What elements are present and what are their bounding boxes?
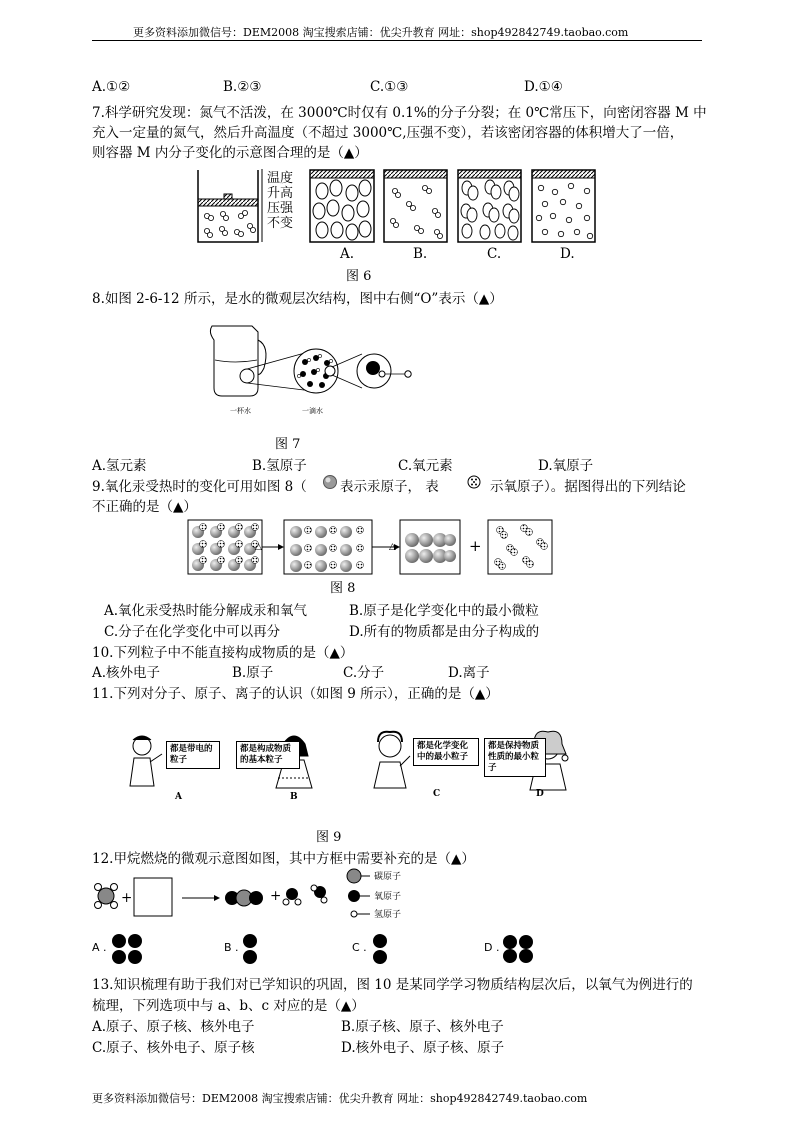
- q9-line1-part3: 示氧原子）。据图得出的下列结论: [490, 479, 686, 495]
- q6-option-b: B.②③: [223, 79, 262, 95]
- q12-option-c-label: C .: [352, 941, 367, 954]
- page-footer: 更多资料添加微信号：DEM2008 淘宝搜索店铺：优尖升教育 网址：shop492842749.taobao.com: [92, 1092, 588, 1105]
- blank-box: [134, 878, 172, 916]
- q12-plus-1: +: [121, 890, 133, 906]
- q7-container-b: [384, 170, 447, 242]
- q6-option-d: D.①④: [524, 79, 563, 95]
- q12-option-d-label: D .: [484, 941, 500, 954]
- q8-figure-caption: 图 7: [275, 437, 301, 452]
- q9-option-d: D.所有的物质都是由分子构成的: [349, 624, 540, 640]
- q7-container-d: [532, 170, 595, 242]
- water-molecule-1: [283, 888, 301, 905]
- q11-bubble-a: 都是带电的粒子: [166, 741, 220, 769]
- oxygen-atom-icon: [466, 474, 482, 490]
- q13-option-d: D.核外电子、原子核、原子: [341, 1040, 505, 1056]
- person-a: [130, 736, 162, 786]
- q9-plus: +: [469, 537, 482, 555]
- q7-arrow-label: 温度 升高 压强 不变: [267, 171, 294, 231]
- page-header: 更多资料添加微信号：DEM2008 淘宝搜索店铺：优尖升教育 网址：shop492842749.taobao.com: [133, 26, 629, 39]
- q8-option-b: B.氢原子: [252, 458, 307, 474]
- q6-option-c: C.①③: [370, 79, 409, 95]
- q9-line1-part1: 9.氧化汞受热时的变化可用如图 8（: [92, 479, 307, 495]
- q8-option-a: A.氢元素: [92, 458, 147, 474]
- q7-figure: [195, 166, 605, 248]
- person-c: [374, 732, 410, 788]
- q8-label-drop: 一滴水: [302, 407, 323, 415]
- q11-figure-caption: 图 9: [316, 830, 342, 845]
- q12-plus-2: +: [270, 888, 282, 904]
- q9-option-b: B.原子是化学变化中的最小微粒: [349, 603, 539, 619]
- methane-molecule: [95, 884, 118, 909]
- q7-figure-caption: 图 6: [346, 269, 372, 284]
- q8-question: 8.如图 2-6-12 所示，是水的微观层次结构，图中右侧“O”表示（▲）: [92, 291, 503, 307]
- q11-letter-a: A: [175, 792, 182, 802]
- q13-option-a: A.原子、原子核、核外电子: [92, 1019, 255, 1035]
- target-circle-o: [405, 371, 411, 377]
- q11-bubble-b: 都是构成物质的基本粒子: [236, 741, 300, 769]
- q9-line2: 不正确的是（▲）: [92, 499, 197, 515]
- q12-option-a-figure: [110, 932, 146, 966]
- mercury-atom-icon: [322, 474, 338, 490]
- q9-figure: [186, 518, 572, 576]
- q11-question: 11.下列对分子、原子、离子的认识（如图 9 所示），正确的是（▲）: [92, 686, 499, 702]
- q11-bubble-d: 都是保持物质性质的最小粒子: [484, 738, 546, 777]
- q9-option-c: C.分子在化学变化中可以再分: [104, 624, 281, 640]
- q7-line1: 7.科学研究发现：氮气不活泼，在 3000℃时仅有 0.1%的分子分裂；在 0℃常压下，向密闭容器 M 中: [92, 105, 707, 121]
- q8-label-cup: 一杯水: [230, 407, 251, 415]
- q12-option-d-figure: [502, 934, 536, 964]
- q13-line2: 梳理，下列选项中与 a、b、c 对应的是（▲）: [92, 998, 365, 1014]
- header-rule: [92, 40, 702, 41]
- q7-label-b: B.: [413, 246, 428, 262]
- q11-letter-c: C: [433, 789, 441, 799]
- q12-option-b-label: B .: [224, 941, 239, 954]
- q12-legend-hydrogen: 氢原子: [374, 910, 402, 920]
- q12-option-c-figure: [370, 932, 390, 966]
- q12-option-b-figure: [240, 932, 260, 966]
- q9-line1-part2: 表示汞原子， 表: [340, 479, 439, 495]
- q11-bubble-c: 都是化学变化中的最小粒子: [413, 738, 479, 766]
- q7-label-a: A.: [340, 246, 355, 262]
- q12-legend: [347, 869, 370, 917]
- q12-question: 12.甲烷燃烧的微观示意图如图，其中方框中需要补充的是（▲）: [92, 851, 475, 867]
- q7-container-a: [310, 170, 374, 242]
- q10-option-d: D.离子: [448, 665, 490, 681]
- q9-option-a: A.氧化汞受热时能分解成汞和氧气: [104, 603, 308, 619]
- q10-option-a: A.核外电子: [92, 665, 161, 681]
- q10-question: 10.下列粒子中不能直接构成物质的是（▲）: [92, 645, 354, 661]
- q12-option-a-label: A .: [92, 941, 107, 954]
- q13-option-b: B.原子核、原子、核外电子: [341, 1019, 504, 1035]
- q8-option-d: D.氧原子: [538, 458, 594, 474]
- q13-option-c: C.原子、核外电子、原子核: [92, 1040, 255, 1056]
- q11-letter-d: D: [536, 789, 544, 799]
- q8-figure: [200, 318, 420, 403]
- q12-legend-oxygen: 氧原子: [374, 892, 402, 902]
- q7-line2: 充入一定量的氮气，然后升高温度（不超过 3000℃,压强不变），若该密闭容器的体积增大了一倍，: [92, 125, 684, 141]
- q8-option-c: C.氧元素: [398, 458, 453, 474]
- q7-container-c: [458, 170, 521, 242]
- q12-legend-carbon: 碳原子: [374, 872, 402, 882]
- co2-molecule: [225, 890, 263, 906]
- q7-label-c: C.: [487, 246, 502, 262]
- q13-line1: 13.知识梳理有助于我们对已学知识的巩固，图 10 是某同学学习物质结构层次后，以氧气为例进行的: [92, 977, 693, 993]
- q9-figure-caption: 图 8: [330, 581, 356, 596]
- q7-label-d: D.: [560, 246, 575, 262]
- q11-letter-b: B: [290, 792, 298, 802]
- water-molecule-2: [311, 885, 327, 903]
- q9-delta-2: △: [389, 542, 396, 552]
- q6-option-a: A.①②: [92, 79, 131, 95]
- q9-delta-1: △: [255, 542, 262, 552]
- q10-option-b: B.原子: [232, 665, 274, 681]
- q7-line3: 则容器 M 内分子变化的示意图合理的是（▲）: [92, 145, 368, 161]
- q10-option-c: C.分子: [343, 665, 385, 681]
